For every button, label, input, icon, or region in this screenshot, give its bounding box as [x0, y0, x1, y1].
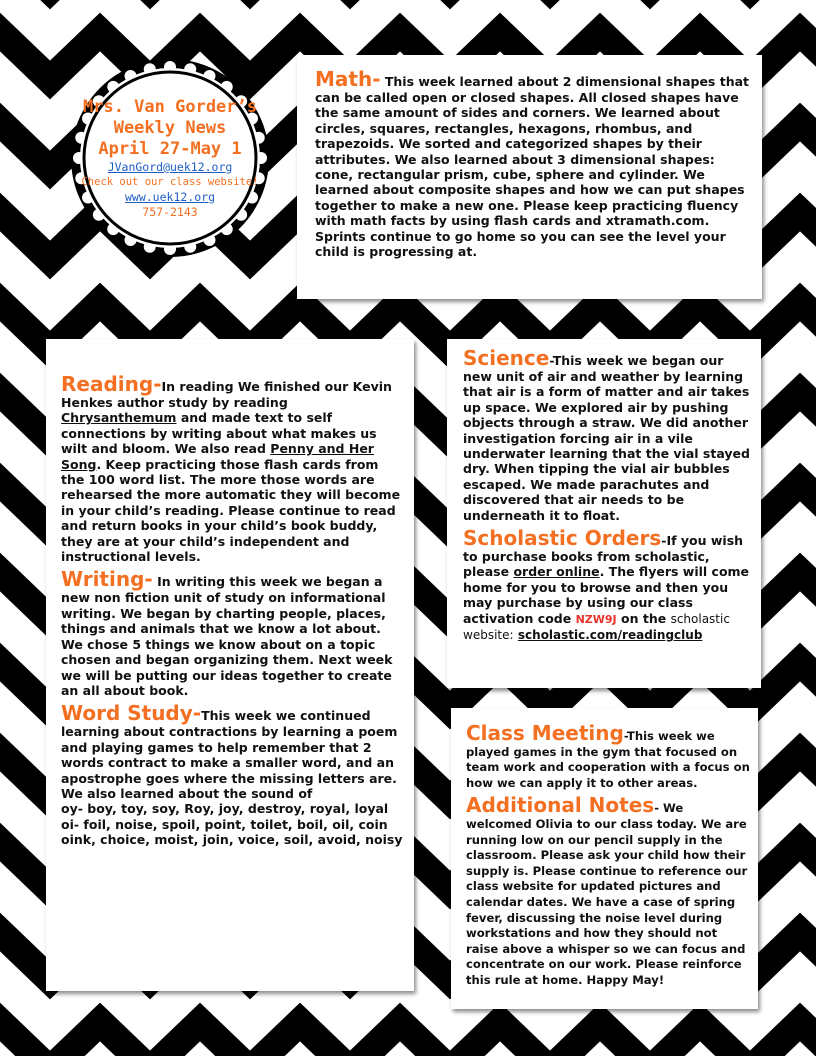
phone-number: 757-2143	[142, 204, 198, 219]
class-meeting-section	[451, 708, 758, 1009]
class-meeting-body: -This week we played games in the gym that focused on team work and cooperation with a focus on how we can apply it to other areas.	[466, 729, 750, 790]
reading-mid: and made text to self connections by writing about what makes us wilt and bloom. We also read	[61, 410, 377, 457]
science-heading: Science	[463, 346, 550, 370]
class-meeting-heading: Class Meeting	[466, 721, 624, 745]
newsletter-dates: April 27-May 1	[98, 138, 242, 159]
reading-book-penny: Penny and Her Song	[61, 441, 374, 472]
math-section	[297, 55, 762, 299]
word-study-body: This week we continued learning about contractions by learning a poem and playing games to help remember that 2 words contract to make a smaller word, and an apostrophe goes where the missing letters are. We also learned about the sound of	[61, 708, 398, 801]
science-section	[447, 339, 761, 688]
website-link[interactable]: www.uek12.org	[124, 189, 215, 204]
newsletter-title-line2: Weekly News	[113, 117, 227, 138]
math-heading: Math-	[315, 67, 381, 91]
literacy-section	[46, 339, 414, 991]
email-link[interactable]: JVanGord@uek12.org	[107, 159, 233, 174]
reading-rest: . Keep practicing those flash cards from the 100 word list. The more those words are rehearsed the more automatic they will become in your child’s reading. Please continue to read and return books in your child’s book buddy, they are at your child’s independent and instructional levels.	[61, 456, 401, 565]
additional-notes-body: - We welcomed Olivia to our class today. We are running low on our pencil supply in the classroom. Please ask your child how their supply is. Please continue to reference our class website for updated pictures and calendar dates. We have a case of spring fever, discussing the noise level during workstations and how they should not raise above a whisper so we can focus and concentrate on our work. Please reinforce this rule at home. Happy May!	[466, 801, 748, 987]
scholastic-site-label: scholastic website:	[463, 611, 730, 643]
header-badge	[70, 58, 270, 258]
science-body: -This week we began our new unit of air and weather by learning that air is a form of matter and air takes up space. We explored air by pushing objects through a straw. We did another investigation forcing air in a vile underwater learning that the vial stayed dry. When tipping the vial air bubbles escaped. We made parachutes and discovered that air needs to be underneath it to float.	[463, 353, 750, 523]
writing-heading: Writing-	[61, 567, 153, 592]
scholastic-heading: Scholastic Orders	[463, 526, 662, 551]
writing-body: In writing this week we began a new non fiction unit of study on informational writing. We began by charting people, places, things and animals that we know a lot about. We chose 5 things we know about on a topic chosen and began organizing them. Next week we will be putting our ideas together to create an all about book.	[61, 574, 393, 698]
order-online-link[interactable]: order online	[513, 564, 600, 580]
additional-notes-heading: Additional Notes	[466, 793, 655, 818]
scholastic-mid: . The flyers will come home for you to browse and then you may purchase by using our class activation code	[463, 564, 750, 626]
reading-heading: Reading-	[61, 372, 162, 396]
math-body: This week learned about 2 dimensional shapes that can be called open or closed shapes. All closed shapes have the same amount of sides and corners. We learned about circles, squares, rectangles, hexagons, rhombus, and trapezoids. We sorted and categorized shapes by their attributes. We also learned about 3 dimensional shapes: cone, rectangular prism, cube, sphere and cylinder. We learned about composite shapes and how we can put shapes together to make a new one. Please keep practicing fluency with math facts by using flash cards and xtramath.com. Sprints continue to go home so you can see the level your child is progressing at.	[315, 74, 750, 260]
reading-book-chrysanthemum: Chrysanthemum	[61, 410, 177, 426]
reading-intro: In reading We finished our Kevin Henkes author study by reading	[61, 379, 392, 410]
newsletter-title-line1: Mrs. Van Gorder’s	[83, 96, 257, 117]
website-prompt: Check out our class website!	[81, 175, 259, 188]
word-study-oy-list: oy- boy, toy, soy, Roy, joy, destroy, royal, loyal	[61, 801, 389, 817]
scholastic-site-link[interactable]: scholastic.com/readingclub	[517, 628, 703, 643]
activation-code: NZW9J	[575, 612, 617, 626]
word-study-heading: Word Study-	[61, 701, 202, 726]
scholastic-intro: -If you wish to purchase books from scholastic, please	[463, 533, 744, 580]
word-study-oi-list: oi- foil, noise, spoil, point, toilet, boil, oil, coin oink, choice, moist, join, voice, soil, avoid, noisy	[61, 816, 403, 848]
scholastic-after-code: on the	[621, 610, 667, 626]
